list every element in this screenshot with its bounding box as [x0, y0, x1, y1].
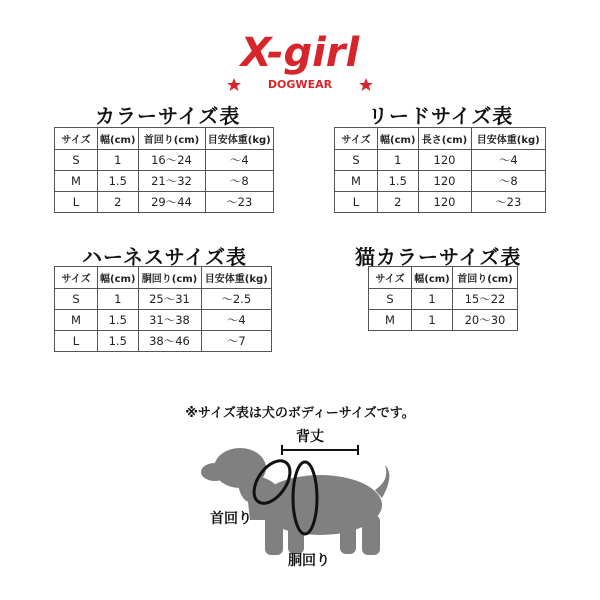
header-cell: 首回り(cm) — [453, 267, 518, 289]
table-header-row — [369, 267, 518, 289]
cell: M — [335, 171, 378, 192]
cell: M — [55, 171, 98, 192]
cell: 15～22 — [453, 289, 518, 310]
cell: 1.5 — [98, 310, 139, 331]
table-row — [55, 150, 274, 171]
table-row — [369, 289, 518, 310]
table-row — [335, 171, 546, 192]
collar-title: カラーサイズ表 — [95, 104, 241, 128]
header-cell: 目安体重(kg) — [205, 128, 274, 150]
header-cell: 長さ(cm) — [418, 128, 471, 150]
back-length-marker — [282, 445, 358, 455]
cell: S — [335, 150, 378, 171]
cell: 1 — [378, 150, 419, 171]
star-icon — [359, 78, 373, 91]
table-row — [55, 192, 274, 213]
cell: 1 — [412, 310, 453, 331]
table-row — [335, 192, 546, 213]
header-cell: サイズ — [369, 267, 412, 289]
cell: 120 — [418, 192, 471, 213]
cell: ～4 — [201, 310, 272, 331]
star-icon — [227, 78, 241, 91]
cell: 29～44 — [138, 192, 205, 213]
cell: S — [55, 289, 98, 310]
cell: ～4 — [471, 150, 546, 171]
cell: 1 — [412, 289, 453, 310]
brand-logo — [0, 22, 600, 92]
header-cell: 胴回り(cm) — [138, 267, 201, 289]
cell: 1.5 — [98, 331, 139, 352]
cell: ～8 — [205, 171, 274, 192]
table-row — [55, 289, 272, 310]
cell: L — [55, 331, 98, 352]
cat-collar-title: 猫カラーサイズ表 — [355, 245, 522, 269]
xgirl-logo-mark — [220, 22, 380, 92]
brand-sub: DOGWEAR — [267, 78, 333, 91]
cell: 120 — [418, 171, 471, 192]
cell: 25～31 — [138, 289, 201, 310]
dog-silhouette-icon — [201, 448, 389, 555]
cell: L — [55, 192, 98, 213]
header-cell: 首回り(cm) — [138, 128, 205, 150]
table-row — [335, 150, 546, 171]
header-cell: 幅(cm) — [98, 128, 139, 150]
cell: 38～46 — [138, 331, 201, 352]
cell: 1 — [98, 150, 139, 171]
cell: 31～38 — [138, 310, 201, 331]
harness-size-table — [54, 266, 272, 352]
header-cell: 幅(cm) — [378, 128, 419, 150]
cell: ～8 — [471, 171, 546, 192]
cell: ～23 — [205, 192, 274, 213]
cell: 1.5 — [378, 171, 419, 192]
cell: 21～32 — [138, 171, 205, 192]
girth-label: 胴回り — [288, 553, 330, 569]
cell: 2 — [378, 192, 419, 213]
cat-collar-size-table — [368, 266, 518, 331]
header-cell: 目安体重(kg) — [201, 267, 272, 289]
cell: 1 — [98, 289, 139, 310]
harness-title: ハーネスサイズ表 — [82, 245, 247, 269]
cell: 1.5 — [98, 171, 139, 192]
header-cell: 目安体重(kg) — [471, 128, 546, 150]
cell: ～2.5 — [201, 289, 272, 310]
lead-title: リードサイズ表 — [368, 104, 514, 128]
table-row — [55, 331, 272, 352]
collar-size-table — [54, 127, 274, 213]
table-header-row — [55, 267, 272, 289]
header-cell: 幅(cm) — [98, 267, 139, 289]
cell: M — [369, 310, 412, 331]
header-cell: 幅(cm) — [412, 267, 453, 289]
table-header-row — [55, 128, 274, 150]
cell: S — [55, 150, 98, 171]
cell: ～4 — [205, 150, 274, 171]
cell: 20～30 — [453, 310, 518, 331]
cell: 2 — [98, 192, 139, 213]
cell: S — [369, 289, 412, 310]
cell: 120 — [418, 150, 471, 171]
size-note: ※サイズ表は犬のボディーサイズです。 — [185, 406, 415, 421]
back-length-label: 背丈 — [296, 429, 324, 445]
neck-label: 首回り — [210, 511, 252, 527]
cell: L — [335, 192, 378, 213]
header-cell: サイズ — [55, 267, 98, 289]
table-header-row — [335, 128, 546, 150]
header-cell: サイズ — [335, 128, 378, 150]
brand-name: X-girl — [240, 30, 360, 76]
cell: ～23 — [471, 192, 546, 213]
lead-size-table — [334, 127, 546, 213]
cell: ～7 — [201, 331, 272, 352]
cell: 16～24 — [138, 150, 205, 171]
table-row — [369, 310, 518, 331]
table-row — [55, 171, 274, 192]
table-row — [55, 310, 272, 331]
header-cell: サイズ — [55, 128, 98, 150]
cell: M — [55, 310, 98, 331]
